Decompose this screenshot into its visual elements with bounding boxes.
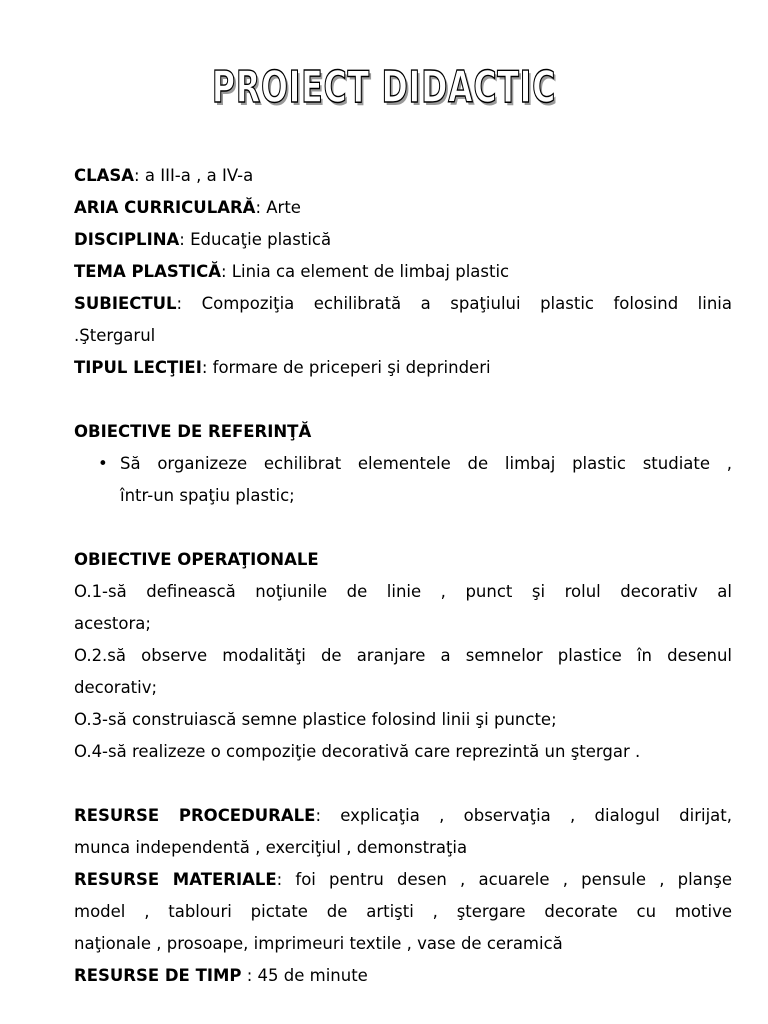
section-heading-op [74,544,732,576]
resources-procedural-cont: munca independentă , exerciţiul , demonstraţia [74,838,468,857]
field-value: : Linia ca element de limbaj plastic [221,262,510,281]
field-value: : a III-a , a IV-a [134,166,254,185]
field-label: SUBIECTUL [74,294,177,313]
resources-material-cont-2: naţionale , prosoape, imprimeuri textile , vase de ceramică [74,934,563,953]
field-tipul [74,352,732,384]
field-label: RESURSE PROCEDURALE [74,806,316,825]
resources-material-cont-1: model , tablouri pictate de artişti , ştergare decorate cu motive [74,902,732,921]
bullet-line-1: Să organizeze echilibrat elementele de limbaj plastic studiate , [120,454,732,473]
field-label: DISCIPLINA [74,230,180,249]
spacer [74,512,732,544]
objective-o1: O.1-să definească noţiunile de linie , punct şi rolul decorativ al [74,582,732,601]
objective-o4: O.4-să realizeze o compoziţie decorativă care reprezintă un ştergar . [74,742,641,761]
field-subiectul [74,288,732,320]
bullet-line-2: într-un spaţiu plastic; [120,486,295,505]
field-aria [74,192,732,224]
field-label: TEMA PLASTICĂ [74,262,221,281]
document-body [74,160,732,992]
field-clasa [74,160,732,192]
field-label: CLASA [74,166,135,185]
section-heading-ref [74,416,732,448]
field-label: RESURSE DE TIMP [74,966,242,985]
list-item [74,448,732,512]
field-value: : 45 de minute [241,966,368,985]
resources-time [74,960,732,992]
list-item-text [120,448,732,512]
field-subiectul-cont: .Ştergarul [74,326,156,345]
objective-o3: O.3-să construiască semne plastice folosind linii şi puncte; [74,710,557,729]
title-wrap [0,62,768,113]
field-disciplina [74,224,732,256]
field-tema [74,256,732,288]
objective-o2-cont: decorativ; [74,678,158,697]
field-label: TIPUL LECŢIEI [74,358,202,377]
resources-material [74,864,732,896]
objective-o2: O.2.să observe modalităţi de aranjare a semnelor plastice în desenul [74,646,732,665]
field-value: : Compoziţia echilibrată a spaţiului plastic folosind linia [176,294,732,313]
field-value: : foi pentru desen , acuarele , pensule , planşe [276,870,732,889]
heading-text: OBIECTIVE DE REFERINŢĂ [74,422,312,441]
spacer [74,768,732,800]
objective-o1-cont: acestora; [74,614,151,633]
bullet-icon: • [98,454,108,473]
field-value: : formare de priceperi şi deprinderi [201,358,491,377]
field-value: : Arte [255,198,301,217]
field-value: : explicaţia , observaţia , dialogul dirijat, [315,806,732,825]
spacer [74,384,732,416]
field-value: : Educaţie plastică [179,230,332,249]
field-label: RESURSE MATERIALE [74,870,277,889]
resources-procedural [74,800,732,832]
document-title: PROIECT DIDACTIC [211,62,557,113]
heading-text: OBIECTIVE OPERAŢIONALE [74,550,319,569]
field-label: ARIA CURRICULARĂ [74,198,256,217]
